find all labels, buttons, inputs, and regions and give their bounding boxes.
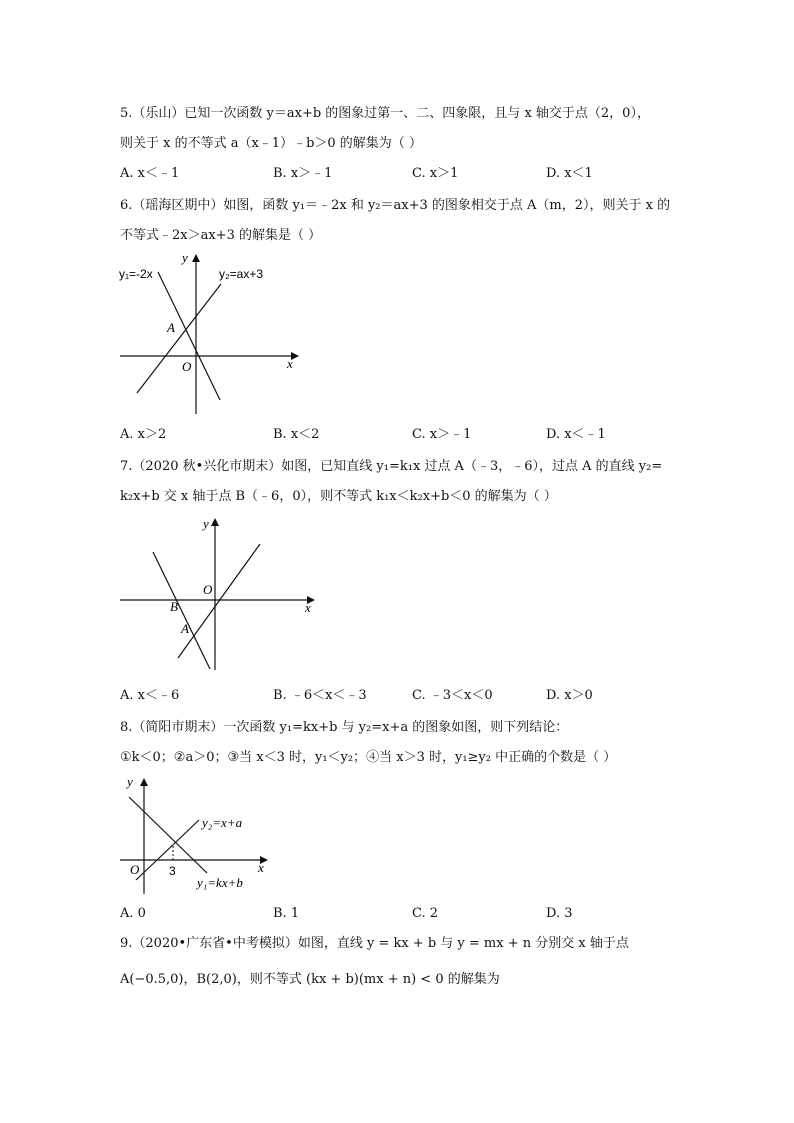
q6-option-d: D. x＜﹣1 [546, 427, 606, 442]
q8-line2: ①k＜0；②a＞0；③当 x＜3 时，y₁＜y₂；④当 x＞3 时，y₁≥y₂ 中正确的个数是（ ） [120, 750, 617, 765]
q8-y-axis-label: y [127, 774, 133, 789]
q7-point-a: A [181, 621, 189, 636]
q7-option-c: C. ﹣3＜x＜0 [412, 688, 493, 703]
q6-line2: 不等式﹣2x＞ax+3 的解集是（ ） [120, 228, 322, 243]
q6-y2-label: y₂=ax+3 [219, 267, 264, 281]
q7-y-arrow [211, 518, 219, 526]
q7-figure [115, 512, 325, 677]
q8-line-y1 [129, 797, 207, 873]
q7-line-y2 [153, 552, 210, 669]
q9-line2: A(−0.5,0)，B(2,0)，则不等式 (kx + b)(mx + n) < 0 的解集为 [120, 972, 500, 987]
q8-option-a: A. 0 [120, 906, 146, 921]
q7-option-a: A. x＜﹣6 [120, 688, 180, 703]
q6-x-axis-label: x [287, 356, 293, 371]
q7-origin: O [203, 582, 213, 597]
q6-option-c: C. x＞﹣1 [412, 427, 472, 442]
q8-origin: O [130, 862, 140, 877]
q8-tick-3: 3 [169, 864, 176, 878]
q8-option-b: B. 1 [273, 906, 300, 921]
q8-option-d: D. 3 [546, 906, 573, 921]
q7-line-y1 [178, 544, 260, 658]
q5-option-b: B. x＞﹣1 [273, 166, 333, 181]
q8-option-c: C. 2 [412, 906, 439, 921]
q7-point-b: B [170, 599, 178, 614]
q7-line1: 7.（2020 秋•兴化市期末）如图，已知直线 y₁=k₁x 过点 A（﹣3，﹣6），过点 A 的直线 y₂= [120, 459, 663, 474]
q7-x-axis-label: x [305, 600, 311, 615]
q7-line2: k₂x+b 交 x 轴于点 B（﹣6，0），则不等式 k₁x＜k₂x+b＜0 的解集为（ ） [120, 489, 557, 504]
q8-figure [115, 770, 275, 900]
q6-y1-label: y₁=-2x [119, 267, 153, 281]
q8-y-arrow [140, 778, 148, 786]
q7-option-d: D. x＞0 [546, 688, 593, 703]
q5-option-c: C. x＞1 [412, 166, 459, 181]
q7-y-axis-label: y [203, 516, 209, 531]
q6-figure [115, 250, 305, 420]
q6-line1: 6.（瑶海区期中）如图，函数 y₁＝﹣2x 和 y₂＝ax+3 的图象相交于点 A（m，2），则关于 x 的 [120, 198, 671, 213]
q8-x-axis-label: x [258, 860, 264, 875]
q7-option-b: B. ﹣6＜x＜﹣3 [273, 688, 367, 703]
q5-option-a: A. x＜﹣1 [120, 166, 180, 181]
q5-line1: 5.（乐山）已知一次函数 y＝ax+b 的图象过第一、二、四象限，且与 x 轴交于点（2，0）， [120, 106, 650, 121]
q6-line-y1 [158, 272, 220, 400]
q8-line1: 8.（简阳市期末）一次函数 y₁=kx+b 与 y₂=x+a 的图象如图，则下列结论： [120, 720, 569, 735]
q6-point-a: A [167, 320, 175, 335]
q6-y-arrow [192, 254, 200, 262]
q6-option-b: B. x＜2 [273, 427, 320, 442]
q8-y2-label: y₂=x+a [202, 815, 243, 830]
q5-line2: 则关于 x 的不等式 a（x﹣1）﹣b＞0 的解集为（ ） [120, 136, 422, 151]
q6-origin: O [182, 359, 192, 374]
q6-option-a: A. x＞2 [120, 427, 167, 442]
q8-line-y2 [136, 820, 199, 880]
q9-line1: 9.（2020•广东省•中考模拟）如图，直线 y = kx + b 与 y = mx + n 分别交 x 轴于点 [120, 936, 629, 951]
q5-option-d: D. x＜1 [546, 166, 593, 181]
q8-y1-label: y₁=kx+b [197, 875, 243, 890]
q6-y-axis-label: y [182, 250, 188, 265]
